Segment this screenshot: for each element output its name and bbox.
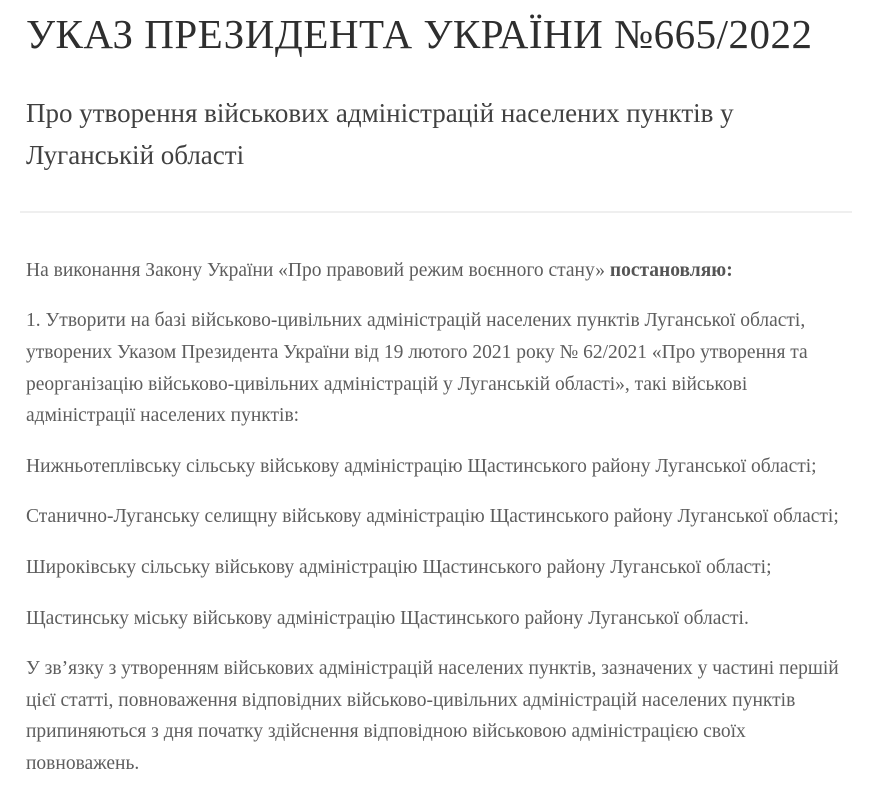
decree-body xyxy=(26,255,847,780)
paragraph-item-6: У зв’язку з утворенням військових адміністрацій населених пунктів, зазначених у частині першій цієї статті, повноваження відповідних військово-цивільних адміністрацій населених пунктів припиняються з дня початку здійснення відповідною військовою адміністрацією своїх повноважень. xyxy=(26,658,839,774)
section-divider xyxy=(20,211,852,213)
preamble-text: На виконання Закону України «Про правовий режим воєнного стану» xyxy=(26,259,610,281)
decree-subtitle: Про утворення військових адміністрацій населених пунктів у Луганській області xyxy=(26,98,734,171)
paragraph-item-2: Нижньотеплівську сільську військову адміністрацію Щастинського району Луганської області; xyxy=(26,455,817,477)
paragraph-item-4: Широківську сільську військову адміністрацію Щастинського району Луганської області; xyxy=(26,556,772,578)
paragraph-item-3: Станично-Луганську селищну військову адміністрацію Щастинського району Луганської області; xyxy=(26,506,839,528)
decree-title: УКАЗ ПРЕЗИДЕНТА УКРАЇНИ №665/2022 xyxy=(26,11,813,57)
preamble-resolve-word: постановляю: xyxy=(609,259,733,281)
paragraph-item-5: Щастинську міську військову адміністрацію Щастинського району Луганської області. xyxy=(26,607,749,629)
preamble-paragraph xyxy=(26,255,847,287)
paragraph-item-1: 1. Утворити на базі військово-цивільних адміністрацій населених пунктів Луганської області, утворених Указом Президента України від 19 лютого 2021 року № 62/2021 «Про утворення та реорганізацію військово-цивільних адміністрацій у Луганській області», такі військові адміністрації населених пунктів: xyxy=(26,310,808,427)
